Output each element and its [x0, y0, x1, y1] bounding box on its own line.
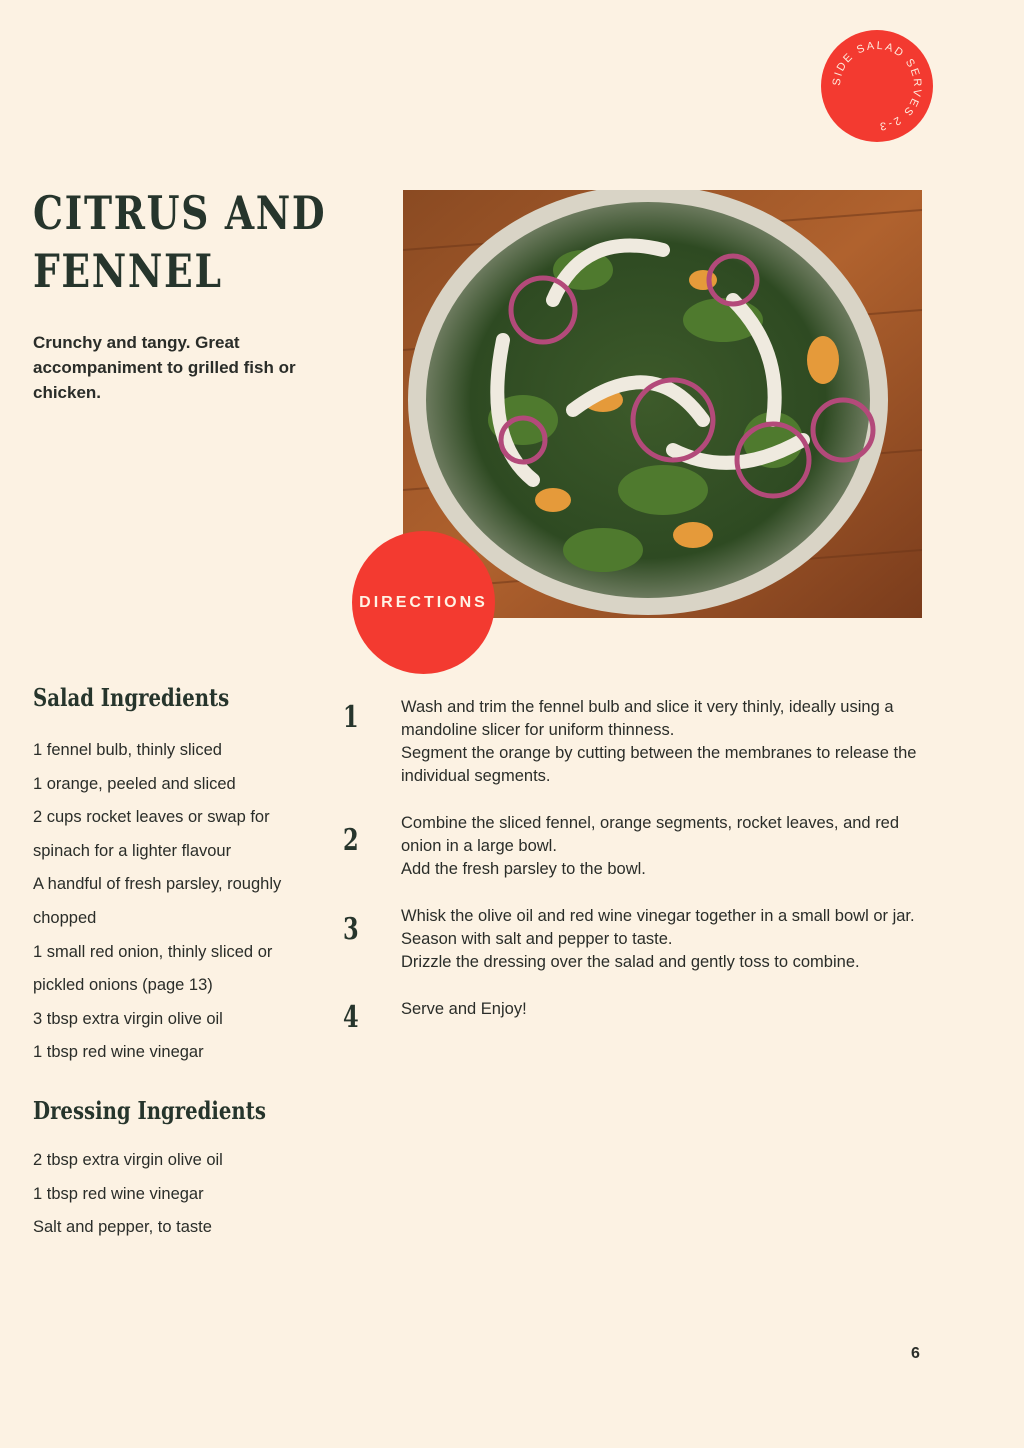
page-number: 6	[911, 1345, 920, 1362]
step-number-3: 3	[343, 912, 359, 947]
salad-photo	[403, 190, 922, 618]
step-line: Whisk the olive oil and red wine vinegar together in a small bowl or jar. Season with salt and pepper to taste.	[401, 907, 915, 948]
step-line: Add the fresh parsley to the bowl.	[401, 860, 646, 878]
step-text-3	[401, 905, 921, 974]
list-item: Salt and pepper, to taste	[33, 1218, 212, 1237]
salad-ingredients-heading: Salad Ingredients	[33, 683, 230, 712]
list-item: 3 tbsp extra virgin olive oil	[33, 1009, 223, 1028]
step-line: Wash and trim the fennel bulb and slice it very thinly, ideally using a mandoline slicer for uniform thinness.	[401, 698, 894, 739]
step-text-2	[401, 812, 921, 881]
page-title: CITRUS AND FENNEL	[33, 186, 327, 298]
step-line: Segment the orange by cutting between the membranes to release the individual segments.	[401, 744, 917, 785]
step-number-2: 2	[343, 823, 359, 858]
step-number-1: 1	[343, 700, 359, 735]
list-item: 2 tbsp extra virgin olive oil	[33, 1151, 223, 1169]
directions-badge	[352, 531, 495, 674]
list-item: 1 orange, peeled and sliced	[33, 774, 236, 793]
serves-badge-text: SIDE SALAD SERVES 2-3	[830, 39, 924, 133]
svg-text:SIDE SALAD SERVES 2-3	[831, 40, 923, 132]
recipe-subtitle: Crunchy and tangy. Great accompaniment to grilled fish or chicken.	[33, 333, 296, 402]
list-item: 2 cups rocket leaves or swap for spinach for a lighter flavour	[33, 808, 270, 860]
step-line: Combine the sliced fennel, orange segments, rocket leaves, and red onion in a large bowl.	[401, 814, 900, 855]
list-item: 1 small red onion, thinly sliced or pickled onions (page 13)	[33, 942, 273, 995]
dressing-ingredients-heading: Dressing Ingredients	[33, 1096, 266, 1125]
salad-ingredients-list	[33, 734, 313, 1070]
list-item: 1 fennel bulb, thinly sliced	[33, 741, 222, 759]
list-item: 1 tbsp red wine vinegar	[33, 1043, 204, 1062]
directions-label: DIRECTIONS	[359, 593, 488, 611]
serves-badge-ring	[821, 30, 933, 142]
step-text-1	[401, 696, 921, 788]
list-item: A handful of fresh parsley, roughly chopped	[33, 875, 282, 927]
dressing-ingredients-list	[33, 1144, 313, 1245]
step-number-4: 4	[343, 1000, 359, 1035]
list-item: 1 tbsp red wine vinegar	[33, 1184, 204, 1203]
salad-bowl-image	[403, 190, 922, 618]
step-line: Serve and Enjoy!	[401, 1000, 527, 1018]
step-line: Drizzle the dressing over the salad and gently toss to combine.	[401, 953, 860, 971]
serves-badge	[821, 30, 933, 142]
step-text-4	[401, 998, 921, 1021]
